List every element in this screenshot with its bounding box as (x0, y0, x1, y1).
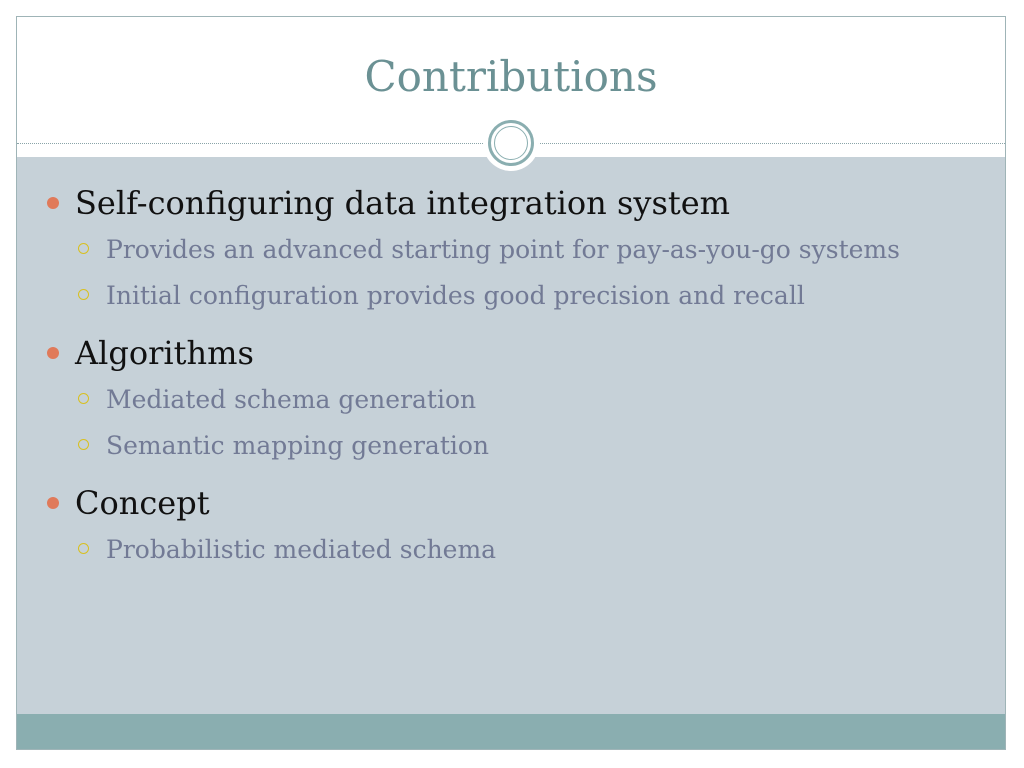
bullet-text: Algorithms (75, 334, 254, 372)
slide-title: Contributions (364, 52, 658, 101)
slide (16, 16, 1006, 750)
bullet-item (17, 179, 1005, 227)
sub-bullet-text: Semantic mapping generation (106, 431, 490, 460)
hollow-circle-bullet-icon (78, 393, 89, 404)
hollow-circle-bullet-icon (78, 243, 89, 254)
sub-bullet-item (17, 273, 1005, 319)
filled-circle-bullet-icon (47, 197, 59, 209)
bullet-list (17, 179, 1005, 573)
sub-bullet-item (17, 377, 1005, 423)
filled-circle-bullet-icon (47, 497, 59, 509)
bullet-item (17, 329, 1005, 377)
footer-band (17, 714, 1005, 749)
bullet-item (17, 479, 1005, 527)
sub-bullet-text: Mediated schema generation (106, 385, 477, 414)
hollow-circle-bullet-icon (78, 289, 89, 300)
sub-bullet-text: Initial configuration provides good precision and recall (106, 281, 805, 310)
sub-bullet-item (17, 227, 1005, 273)
hollow-circle-bullet-icon (78, 543, 89, 554)
bullet-text: Self-configuring data integration system (75, 184, 731, 222)
sub-bullet-item (17, 527, 1005, 573)
double-ring-icon (483, 115, 539, 171)
sub-bullet-item (17, 423, 1005, 469)
hollow-circle-bullet-icon (78, 439, 89, 450)
sub-bullet-text: Provides an advanced starting point for pay-as-you-go systems (106, 235, 900, 264)
sub-bullet-text: Probabilistic mediated schema (106, 535, 497, 564)
ring-icon (488, 120, 534, 166)
bullet-text: Concept (75, 484, 210, 522)
filled-circle-bullet-icon (47, 347, 59, 359)
